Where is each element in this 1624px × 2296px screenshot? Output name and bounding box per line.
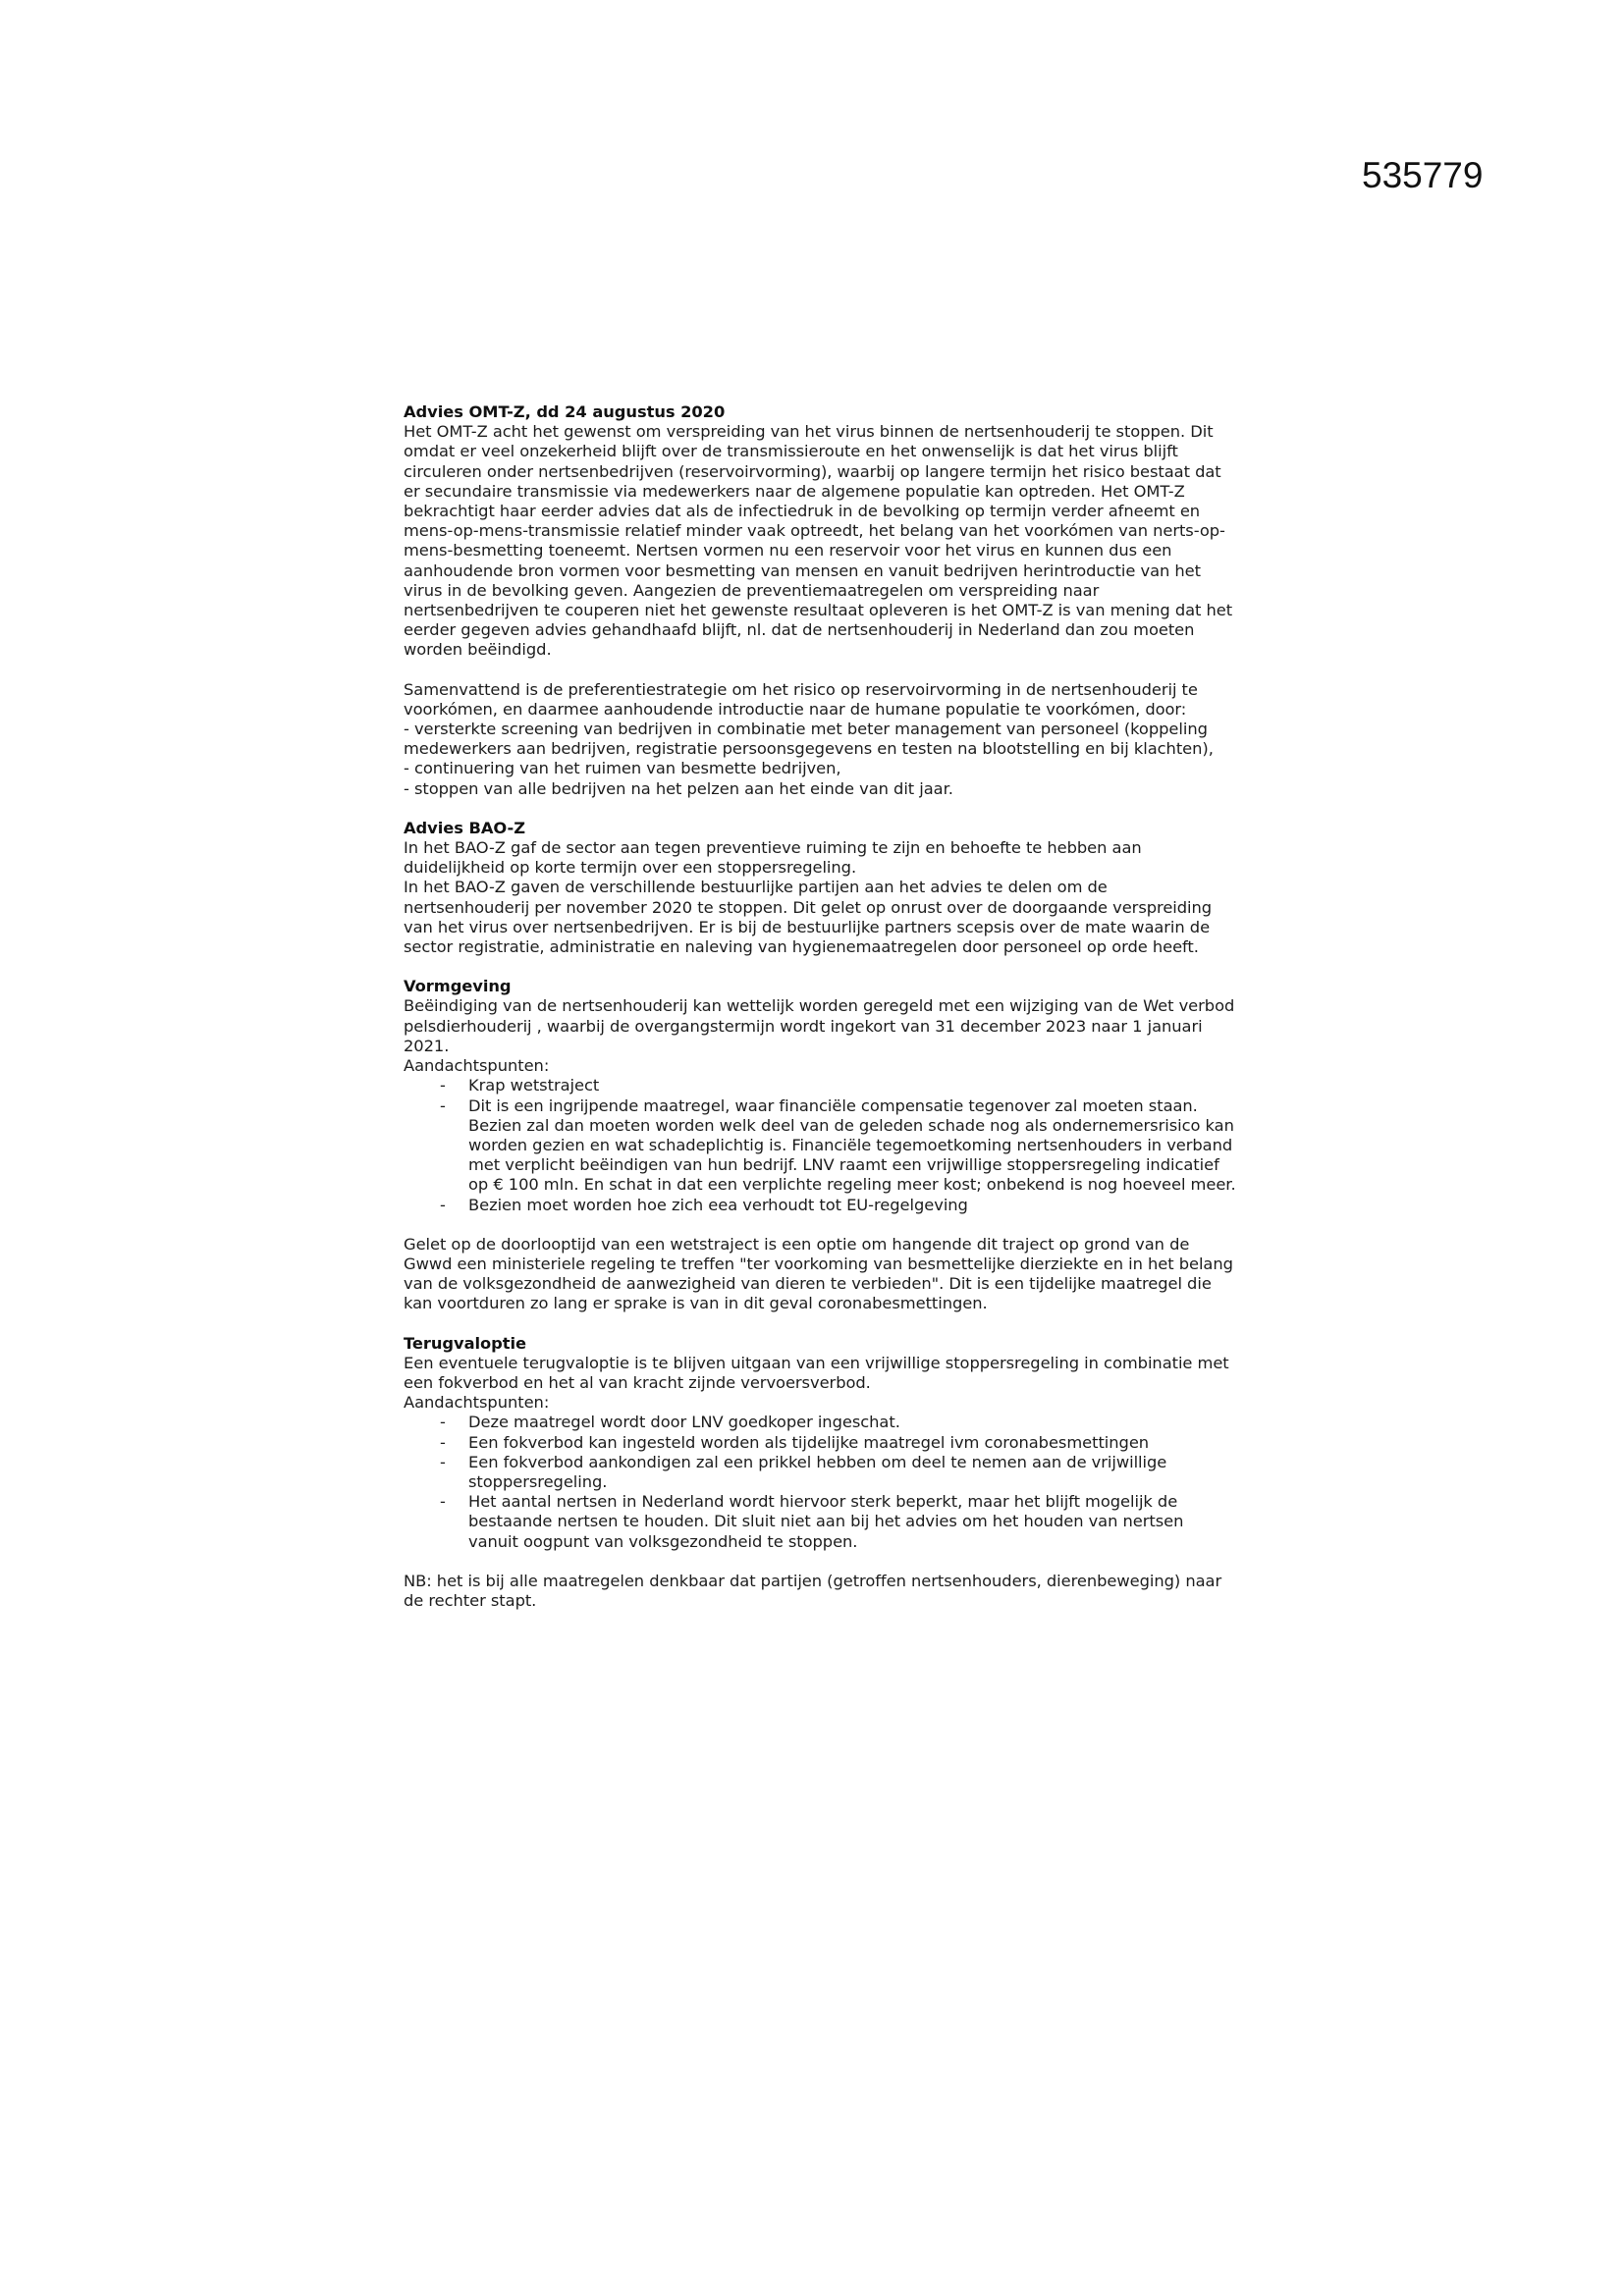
summary-line: - continuering van het ruimen van besmette bedrijven,: [404, 759, 841, 778]
list-label: Aandachtspunten:: [404, 1393, 550, 1413]
document-body: [404, 402, 1238, 1630]
section-bao-z: [404, 819, 1238, 957]
paragraph: Het OMT-Z acht het gewenst om verspreiding van het virus binnen de nertsenhouderij te stoppen. Dit omdat er veel onzekerheid blijft over de transmissieroute en het onwenselijk is dat het virus blijft circuleren onder nertsenbedrijven (reservoirvorming), waarbij op langere termijn het risico bestaat dat er secundaire transmissie via medewerkers naar de algemene populatie kan optreden. Het OMT-Z bekrachtigt haar eerder advies dat als de infectiedruk in de bevolking op termijn verder afneemt en mens-op-mens-transmissie relatief minder vaak optreedt, het belang van het voorkómen van nerts-op-mens-besmetting toeneemt. Nertsen vormen nu een reservoir voor het virus en kunnen dus een aanhoudende bron vormen voor besmetting van mensen en vanuit bedrijven herintroductie van het virus in de bevolking geven. Aangezien de preventiemaatregelen om verspreiding naar nertsenbedrijven te couperen niet het gewenste resultaat opleveren is het OMT-Z is van mening dat het eerder gegeven advies gehandhaafd blijft, nl. dat de nertsenhouderij in Nederland dan zou moeten worden beëindigd.: [404, 422, 1233, 660]
section-vormgeving: [404, 977, 1238, 1214]
list-label: Aandachtspunten:: [404, 1056, 550, 1076]
list-item: - Deze maatregel wordt door LNV goedkoper ingeschat.: [440, 1413, 1238, 1432]
dash-list: [404, 1076, 1238, 1214]
list-item: - Een fokverbod aankondigen zal een prikkel hebben om deel te nemen aan de vrijwillige stoppersregeling.: [440, 1453, 1238, 1492]
summary-line: - stoppen van alle bedrijven na het pelzen aan het einde van dit jaar.: [404, 778, 953, 798]
list-item: - Een fokverbod kan ingesteld worden als tijdelijke maatregel ivm coronabesmettingen: [440, 1433, 1238, 1453]
note: NB: het is bij alle maatregelen denkbaar dat partijen (getroffen nertsenhouders, dierenbeweging) naar de rechter stapt.: [404, 1571, 1222, 1610]
section-nb: [404, 1572, 1238, 1611]
section-heading: Terugvaloptie: [404, 1333, 527, 1353]
document-number: 535779: [1362, 155, 1484, 195]
section-ministeriele-regeling: [404, 1235, 1238, 1314]
list-item: - Het aantal nertsen in Nederland wordt hiervoor sterk beperkt, maar het blijft mogelijk de bestaande nertsen te houden. Dit sluit niet aan bij het advies om het houden van nertsen vanuit oogpunt van volksgezondheid te stoppen.: [440, 1492, 1238, 1552]
paragraph: In het BAO-Z gaf de sector aan tegen preventieve ruiming te zijn en behoefte te hebben aan duidelijkheid op korte termijn over een stoppersregeling.: [404, 838, 1142, 878]
section-heading: Vormgeving: [404, 977, 512, 996]
paragraph: In het BAO-Z gaven de verschillende bestuurlijke partijen aan het advies te delen om de nertsenhouderij per november 2020 te stoppen. Dit gelet op onrust over de doorgaande verspreiding van het virus over nertsenbedrijven. Er is bij de bestuurlijke partners scepsis over de mate waarin de sector registratie, administratie en naleving van hygienemaatregelen door personeel op orde heeft.: [404, 878, 1213, 957]
paragraph: Gelet op de doorlooptijd van een wetstraject is een optie om hangende dit traject op grond van de Gwwd een ministeriele regeling te treffen "ter voorkoming van besmettelijke dierziekte en in het belang van de volksgezondheid de aanwezigheid van dieren te verbieden". Dit is een tijdelijke maatregel die kan voortduren zo lang er sprake is van in dit geval coronabesmettingen.: [404, 1234, 1233, 1313]
list-item: - Bezien moet worden hoe zich eea verhoudt tot EU-regelgeving: [440, 1196, 1238, 1215]
list-item: - Dit is een ingrijpende maatregel, waar financiële compensatie tegenover zal moeten staan. Bezien zal dan moeten worden welk deel van de geleden schade nog als ondernemersrisico kan worden gezien en wat schadeplichtig is. Financiële tegemoetkoming nertsenhouders in verband met verplicht beëindigen van hun bedrijf. LNV raamt een vrijwillige stoppersregeling indicatief op € 100 mln. En schat in dat een verplichte regeling meer kost; onbekend is nog hoeveel meer.: [440, 1096, 1238, 1196]
section-heading: Advies BAO-Z: [404, 818, 525, 837]
section-omt-z: [404, 402, 1238, 661]
list-item: - Krap wetstraject: [440, 1076, 1238, 1095]
section-heading: Advies OMT-Z, dd 24 augustus 2020: [404, 402, 726, 421]
paragraph: Beëindiging van de nertsenhouderij kan wettelijk worden geregeld met een wijziging van de Wet verbod pelsdierhouderij , waarbij de overgangstermijn wordt ingekort van 31 december 2023 naar 1 januari 2021.: [404, 996, 1235, 1055]
summary-line: - versterkte screening van bedrijven in combinatie met beter management van personeel (koppeling medewerkers aan bedrijven, registratie persoonsgegevens en testen na blootstelling en bij klachten),: [404, 720, 1214, 759]
paragraph: Een eventuele terugvaloptie is te blijven uitgaan van een vrijwillige stoppersregeling in combinatie met een fokverbod en het al van kracht zijnde vervoersverbod.: [404, 1353, 1229, 1392]
section-summary: [404, 680, 1238, 799]
paragraph: Samenvattend is de preferentiestrategie om het risico op reservoirvorming in de nertsenhouderij te voorkómen, en daarmee aanhoudende introductie naar de humane populatie te voorkómen, door:: [404, 679, 1198, 719]
dash-list: [404, 1413, 1238, 1551]
section-terugvaloptie: [404, 1334, 1238, 1552]
